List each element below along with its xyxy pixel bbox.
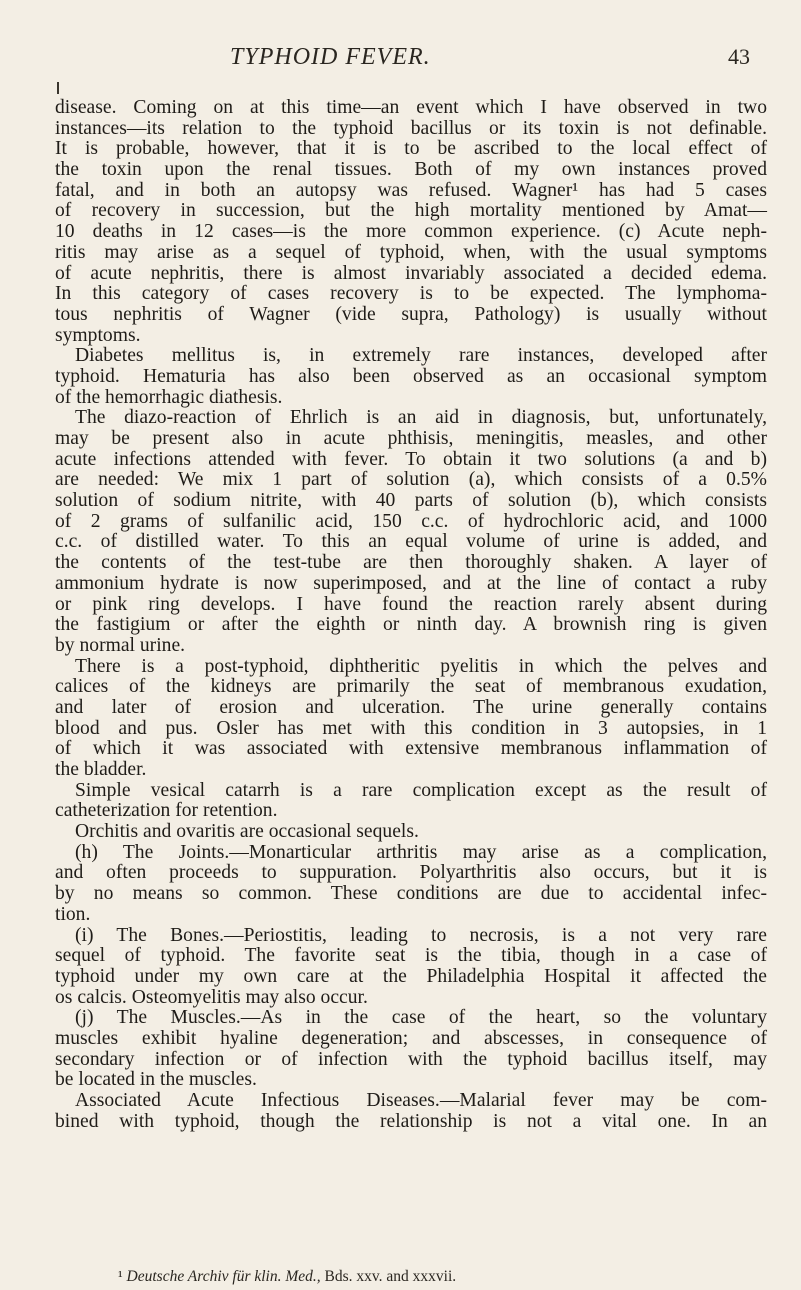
text-line: of 2 grams of sulfanilic acid, 150 c.c. of hydrochloric acid, and 1000 <box>55 510 767 532</box>
text-line: catheterization for retention. <box>55 800 278 822</box>
text-line: of acute nephritis, there is almost invariably associated a decided edema. <box>55 262 767 284</box>
text-line: In this category of cases recovery is to be expected. The lymphoma- <box>55 283 767 305</box>
text-line: Diabetes mellitus is, in extremely rare instances, developed after <box>75 345 767 367</box>
text-line: tous nephritis of Wagner (vide supra, Pathology) is usually without <box>55 303 767 325</box>
text-line: blood and pus. Osler has met with this condition in 3 autopsies, in 1 <box>55 717 767 739</box>
text-line: (j) The Muscles.—As in the case of the heart, so the voluntary <box>75 1007 767 1029</box>
text-line: secondary infection or of infection with the typhoid bacillus itself, may <box>55 1048 767 1070</box>
text-line: os calcis. Osteomyelitis may also occur. <box>55 986 368 1008</box>
text-line: Orchitis and ovaritis are occasional sequels. <box>75 821 419 843</box>
text-line: and often proceeds to suppuration. Polyarthritis also occurs, but it is <box>55 862 767 884</box>
text-line: of the hemorrhagic diathesis. <box>55 386 283 408</box>
page-header <box>230 44 750 74</box>
text-line: ammonium hydrate is now superimposed, and at the line of contact a ruby <box>55 572 767 594</box>
text-line: muscles exhibit hyaline degeneration; and abscesses, in consequence of <box>55 1027 767 1049</box>
text-line: and later of erosion and ulceration. The urine generally contains <box>55 696 767 718</box>
text-line: calices of the kidneys are primarily the seat of membranous exudation, <box>55 676 767 698</box>
text-line: acute infections attended with fever. To obtain it two solutions (a and b) <box>55 448 767 470</box>
footnote-marker: ¹ <box>118 1268 123 1285</box>
footnote <box>118 1268 456 1286</box>
page-number: 43 <box>728 44 750 69</box>
text-line: c.c. of distilled water. To this an equal volume of urine is added, and <box>55 531 767 553</box>
text-line: the contents of the test-tube are then thoroughly shaken. A layer of <box>55 552 767 574</box>
text-line: Simple vesical catarrh is a rare complication except as the result of <box>75 779 767 801</box>
body-text <box>55 98 767 1132</box>
text-line: solution of sodium nitrite, with 40 parts of solution (b), which consists <box>55 490 767 512</box>
text-line: Associated Acute Infectious Diseases.—Malarial fever may be com- <box>75 1090 767 1111</box>
text-line: may be present also in acute phthisis, meningitis, measles, and other <box>55 428 767 449</box>
text-line: sequel of typhoid. The favorite seat is the tibia, though in a case of <box>55 945 767 967</box>
text-line: the bladder. <box>55 759 147 780</box>
text-line: There is a post-typhoid, diphtheritic pyelitis in which the pelves and <box>75 655 767 677</box>
text-line: of recovery in succession, but the high mortality mentioned by Amat— <box>55 200 767 222</box>
footnote-source: Deutsche Archiv für klin. Med., <box>126 1268 321 1285</box>
text-line: typhoid. Hematuria has also been observed as an occasional symptom <box>55 365 767 387</box>
running-title: TYPHOID FEVER. <box>230 44 431 70</box>
text-line: (h) The Joints.—Monarticular arthritis may arise as a complication, <box>75 841 767 863</box>
text-line: the fastigium or after the eighth or ninth day. A brownish ring is given <box>55 614 767 636</box>
text-line: symptoms. <box>55 324 141 346</box>
text-line: The diazo-reaction of Ehrlich is an aid in diagnosis, but, unfortunately, <box>75 407 767 429</box>
text-line: instances—its relation to the typhoid bacillus or its toxin is not definable. <box>55 117 767 139</box>
text-line: typhoid under my own care at the Philadelphia Hospital it affected the <box>55 965 767 987</box>
text-line: tion. <box>55 903 91 925</box>
text-line: It is probable, however, that it is to be ascribed to the local effect of <box>55 138 767 160</box>
text-line: be located in the muscles. <box>55 1069 257 1091</box>
text-line: by no means so common. These conditions are due to accidental infec- <box>55 883 767 905</box>
text-line: the toxin upon the renal tissues. Both of my own instances proved <box>55 159 767 181</box>
text-line: 10 deaths in 12 cases—is the more common experience. (c) Acute neph- <box>55 221 767 243</box>
text-line: fatal, and in both an autopsy was refused. Wagner¹ has had 5 cases <box>55 179 767 201</box>
text-line: ritis may arise as a sequel of typhoid, when, with the usual symptoms <box>55 241 767 263</box>
margin-mark <box>57 82 59 94</box>
text-line: (i) The Bones.—Periostitis, leading to necrosis, is a not very rare <box>75 924 767 946</box>
text-line: disease. Coming on at this time—an event which I have observed in two <box>55 97 767 118</box>
text-line: bined with typhoid, though the relationship is not a vital one. In an <box>55 1110 767 1132</box>
text-line: of which it was associated with extensive membranous inflammation of <box>55 738 767 760</box>
footnote-detail: Bds. xxv. and xxxvii. <box>324 1268 457 1285</box>
text-line: are needed: We mix 1 part of solution (a), which consists of a 0.5% <box>55 469 767 491</box>
text-line: by normal urine. <box>55 634 186 656</box>
text-line: or pink ring develops. I have found the reaction rarely absent during <box>55 593 767 615</box>
